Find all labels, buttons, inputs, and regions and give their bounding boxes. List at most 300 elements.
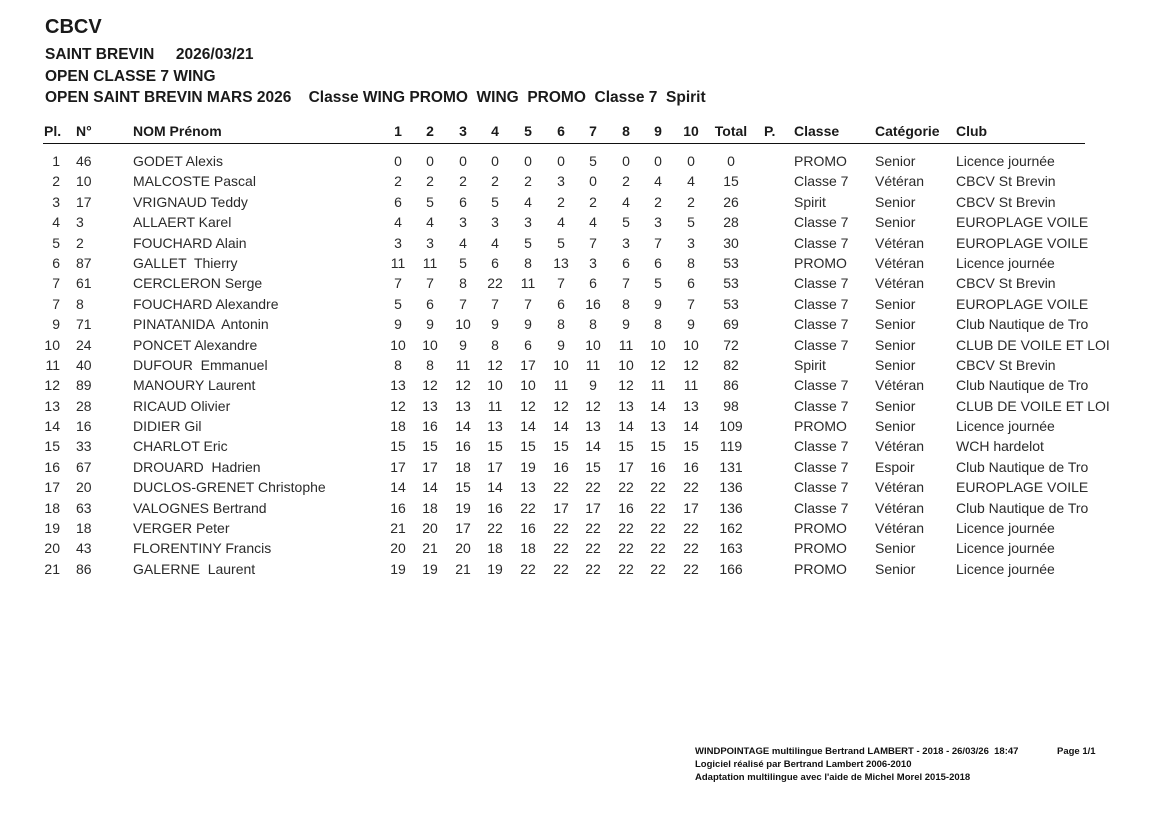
cell-race-1: 2 xyxy=(394,173,402,190)
cell-club: WCH hardelot xyxy=(956,438,1044,455)
footer-software: WINDPOINTAGE multilingue Bertrand LAMBERT - 2018 - 26/03/26 18:47 xyxy=(695,746,1019,757)
cell-category: Vétéran xyxy=(875,377,925,394)
cell-place: 4 xyxy=(52,214,60,231)
cell-number: 17 xyxy=(76,193,92,210)
cell-race-3: 14 xyxy=(455,418,471,435)
cell-race-10: 2 xyxy=(687,193,695,210)
cell-category: Vétéran xyxy=(875,520,925,537)
cell-race-1: 3 xyxy=(394,234,402,251)
cell-race-5: 6 xyxy=(524,336,532,353)
cell-total: 119 xyxy=(719,438,743,455)
cell-race-2: 13 xyxy=(422,397,438,414)
cell-race-10: 10 xyxy=(683,336,699,353)
cell-race-2: 2 xyxy=(426,173,434,190)
cell-race-9: 15 xyxy=(650,438,666,455)
cell-race-8: 14 xyxy=(618,418,634,435)
cell-club: CLUB DE VOILE ET LOI xyxy=(956,336,1110,353)
cell-race-2: 16 xyxy=(422,418,438,435)
cell-race-3: 21 xyxy=(455,560,471,577)
cell-race-10: 17 xyxy=(683,499,699,516)
cell-race-7: 6 xyxy=(589,275,597,292)
cell-race-6: 14 xyxy=(553,418,569,435)
cell-race-4: 14 xyxy=(487,479,503,496)
cell-race-6: 10 xyxy=(553,356,569,373)
cell-club: Licence journée xyxy=(956,520,1055,537)
cell-classe: Classe 7 xyxy=(794,234,849,251)
cell-race-8: 10 xyxy=(618,356,634,373)
cell-race-10: 0 xyxy=(687,153,695,169)
cell-number: 20 xyxy=(76,479,92,496)
cell-name: VERGER Peter xyxy=(133,520,230,537)
cell-race-4: 0 xyxy=(491,153,499,169)
cell-race-6: 9 xyxy=(557,336,565,353)
cell-race-6: 11 xyxy=(553,377,569,394)
cell-race-5: 8 xyxy=(524,254,532,271)
cell-race-3: 19 xyxy=(455,499,471,516)
cell-number: 2 xyxy=(76,234,84,251)
cell-race-4: 9 xyxy=(491,316,499,333)
cell-number: 61 xyxy=(76,275,92,292)
cell-name: MANOURY Laurent xyxy=(133,377,256,394)
cell-name: MALCOSTE Pascal xyxy=(133,173,256,190)
col-club: Club xyxy=(956,123,988,139)
cell-race-7: 22 xyxy=(585,520,601,537)
cell-classe: PROMO xyxy=(794,418,847,435)
cell-race-9: 13 xyxy=(650,418,666,435)
cell-race-7: 8 xyxy=(589,316,597,333)
cell-race-1: 14 xyxy=(390,479,406,496)
cell-club: Licence journée xyxy=(956,418,1055,435)
cell-race-6: 22 xyxy=(553,520,569,537)
cell-race-9: 7 xyxy=(654,234,662,251)
cell-race-7: 14 xyxy=(585,438,601,455)
cell-club: Licence journée xyxy=(956,153,1055,169)
cell-race-6: 22 xyxy=(553,479,569,496)
cell-number: 40 xyxy=(76,356,92,373)
cell-race-4: 16 xyxy=(487,499,503,516)
cell-club: CBCV St Brevin xyxy=(956,356,1056,373)
cell-classe: PROMO xyxy=(794,254,847,271)
col-number: N° xyxy=(76,123,92,139)
cell-place: 7 xyxy=(52,275,60,292)
cell-place: 12 xyxy=(44,377,60,394)
col-race-5: 5 xyxy=(524,123,532,139)
cell-race-10: 16 xyxy=(683,458,699,475)
cell-category: Senior xyxy=(875,193,916,210)
cell-category: Vétéran xyxy=(875,254,925,271)
col-race-1: 1 xyxy=(394,123,402,139)
cell-race-10: 13 xyxy=(683,397,699,414)
cell-race-2: 17 xyxy=(422,458,438,475)
cell-race-3: 3 xyxy=(459,214,467,231)
table-row xyxy=(0,294,1172,314)
cell-race-2: 21 xyxy=(422,540,438,557)
cell-club: EUROPLAGE VOILE xyxy=(956,479,1089,496)
cell-race-3: 16 xyxy=(455,438,471,455)
cell-race-5: 9 xyxy=(524,316,532,333)
cell-total: 53 xyxy=(723,295,739,312)
cell-club: CBCV St Brevin xyxy=(956,173,1056,190)
cell-category: Senior xyxy=(875,316,916,333)
page-number: Page 1/1 xyxy=(1057,746,1096,757)
cell-race-7: 22 xyxy=(585,540,601,557)
cell-place: 7 xyxy=(52,295,60,312)
cell-race-10: 5 xyxy=(687,214,695,231)
cell-race-3: 18 xyxy=(455,458,471,475)
cell-number: 89 xyxy=(76,377,92,394)
cell-race-2: 4 xyxy=(426,214,434,231)
cell-race-5: 11 xyxy=(520,275,536,292)
cell-classe: Classe 7 xyxy=(794,275,849,292)
cell-name: FOUCHARD Alain xyxy=(133,234,247,251)
cell-race-2: 5 xyxy=(426,193,434,210)
cell-race-9: 22 xyxy=(650,479,666,496)
cell-race-8: 7 xyxy=(622,275,630,292)
cell-race-9: 22 xyxy=(650,499,666,516)
cell-name: DUFOUR Emmanuel xyxy=(133,356,268,373)
col-race-9: 9 xyxy=(654,123,662,139)
cell-race-7: 22 xyxy=(585,479,601,496)
cell-race-1: 5 xyxy=(394,295,402,312)
cell-race-10: 7 xyxy=(687,295,695,312)
cell-name: VALOGNES Bertrand xyxy=(133,499,267,516)
table-row xyxy=(0,171,1172,191)
cell-race-8: 17 xyxy=(618,458,634,475)
cell-total: 98 xyxy=(723,397,739,414)
cell-name: DROUARD Hadrien xyxy=(133,458,261,475)
cell-race-2: 12 xyxy=(422,377,438,394)
table-row xyxy=(0,416,1172,436)
cell-classe: Spirit xyxy=(794,356,826,373)
cell-race-7: 16 xyxy=(585,295,601,312)
cell-category: Senior xyxy=(875,540,916,557)
cell-race-8: 3 xyxy=(622,234,630,251)
cell-race-9: 6 xyxy=(654,254,662,271)
cell-classe: PROMO xyxy=(794,153,847,169)
cell-race-2: 8 xyxy=(426,356,434,373)
cell-race-6: 22 xyxy=(553,560,569,577)
cell-race-6: 7 xyxy=(557,275,565,292)
col-race-6: 6 xyxy=(557,123,565,139)
cell-race-3: 10 xyxy=(455,316,471,333)
cell-race-3: 20 xyxy=(455,540,471,557)
cell-race-5: 14 xyxy=(520,418,536,435)
cell-race-4: 2 xyxy=(491,173,499,190)
table-row xyxy=(0,477,1172,497)
cell-race-3: 17 xyxy=(455,520,471,537)
cell-name: PINATANIDA Antonin xyxy=(133,316,269,333)
cell-race-8: 22 xyxy=(618,520,634,537)
cell-race-7: 15 xyxy=(585,458,601,475)
footer-credit-2: Adaptation multilingue avec l'aide de Michel Morel 2015-2018 xyxy=(695,772,971,783)
cell-race-10: 14 xyxy=(683,418,699,435)
cell-category: Vétéran xyxy=(875,499,925,516)
footer-credit-1: Logiciel réalisé par Bertrand Lambert 2006-2010 xyxy=(695,759,912,770)
classes-list: Classe WING PROMO WING PROMO Classe 7 Spirit xyxy=(308,89,706,106)
table-row xyxy=(0,375,1172,395)
cell-category: Senior xyxy=(875,356,916,373)
cell-race-9: 22 xyxy=(650,540,666,557)
cell-race-5: 0 xyxy=(524,153,532,169)
cell-race-5: 3 xyxy=(524,214,532,231)
cell-race-9: 10 xyxy=(650,336,666,353)
cell-race-3: 8 xyxy=(459,275,467,292)
cell-race-9: 4 xyxy=(654,173,662,190)
cell-name: FOUCHARD Alexandre xyxy=(133,295,279,312)
cell-race-10: 3 xyxy=(687,234,695,251)
table-row xyxy=(0,233,1172,253)
cell-number: 71 xyxy=(76,316,92,333)
cell-race-2: 20 xyxy=(422,520,438,537)
col-category: Catégorie xyxy=(875,123,940,139)
cell-total: 131 xyxy=(719,458,743,475)
cell-race-7: 17 xyxy=(585,499,601,516)
cell-race-5: 10 xyxy=(520,377,536,394)
cell-total: 162 xyxy=(719,520,743,537)
event-title: OPEN CLASSE 7 WING xyxy=(45,67,216,85)
cell-number: 8 xyxy=(76,295,84,312)
cell-race-10: 22 xyxy=(683,560,699,577)
cell-race-7: 9 xyxy=(589,377,597,394)
table-row xyxy=(0,192,1172,212)
cell-club: Licence journée xyxy=(956,560,1055,577)
cell-race-9: 16 xyxy=(650,458,666,475)
cell-race-3: 0 xyxy=(459,153,467,169)
table-row xyxy=(0,457,1172,477)
cell-classe: Classe 7 xyxy=(794,458,849,475)
table-row xyxy=(0,396,1172,416)
cell-club: Licence journée xyxy=(956,254,1055,271)
cell-race-1: 0 xyxy=(394,153,402,169)
cell-race-8: 22 xyxy=(618,540,634,557)
cell-place: 5 xyxy=(52,234,60,251)
cell-race-4: 12 xyxy=(487,356,503,373)
cell-race-8: 22 xyxy=(618,560,634,577)
cell-place: 1 xyxy=(52,153,60,169)
cell-name: FLORENTINY Francis xyxy=(133,540,272,557)
cell-number: 16 xyxy=(76,418,92,435)
cell-total: 15 xyxy=(723,173,739,190)
cell-classe: Classe 7 xyxy=(794,295,849,312)
cell-category: Senior xyxy=(875,295,916,312)
cell-race-2: 19 xyxy=(422,560,438,577)
cell-race-3: 13 xyxy=(455,397,471,414)
cell-number: 43 xyxy=(76,540,92,557)
cell-race-9: 0 xyxy=(654,153,662,169)
cell-club: CBCV St Brevin xyxy=(956,193,1056,210)
cell-place: 16 xyxy=(44,458,60,475)
cell-race-8: 0 xyxy=(622,153,630,169)
cell-place: 3 xyxy=(52,193,60,210)
table-row xyxy=(0,151,1172,171)
cell-place: 19 xyxy=(44,520,60,537)
cell-race-10: 6 xyxy=(687,275,695,292)
cell-race-1: 12 xyxy=(390,397,406,414)
cell-club: Club Nautique de Tro xyxy=(956,458,1089,475)
location: SAINT BREVIN xyxy=(45,46,155,63)
cell-club: Club Nautique de Tro xyxy=(956,377,1089,394)
regatta-line xyxy=(45,87,706,109)
cell-category: Vétéran xyxy=(875,275,925,292)
cell-name: GALLET Thierry xyxy=(133,254,238,271)
col-p: P. xyxy=(764,123,776,139)
cell-category: Vétéran xyxy=(875,479,925,496)
cell-race-6: 6 xyxy=(557,295,565,312)
cell-race-4: 10 xyxy=(487,377,503,394)
cell-race-1: 16 xyxy=(390,499,406,516)
col-classe: Classe xyxy=(794,123,840,139)
cell-name: PONCET Alexandre xyxy=(133,336,258,353)
cell-race-2: 10 xyxy=(422,336,438,353)
cell-race-7: 0 xyxy=(589,173,597,190)
cell-race-1: 11 xyxy=(390,254,406,271)
cell-race-4: 19 xyxy=(487,560,503,577)
cell-place: 20 xyxy=(44,540,60,557)
cell-race-4: 18 xyxy=(487,540,503,557)
table-row xyxy=(0,498,1172,518)
cell-club: EUROPLAGE VOILE xyxy=(956,295,1089,312)
table-row xyxy=(0,436,1172,456)
cell-race-8: 8 xyxy=(622,295,630,312)
cell-number: 24 xyxy=(76,336,92,353)
cell-category: Senior xyxy=(875,214,916,231)
cell-category: Vétéran xyxy=(875,173,925,190)
cell-classe: Classe 7 xyxy=(794,214,849,231)
cell-place: 2 xyxy=(52,173,60,190)
cell-race-1: 15 xyxy=(390,438,406,455)
cell-name: DUCLOS-GRENET Christophe xyxy=(133,479,326,496)
table-row xyxy=(0,212,1172,232)
cell-name: VRIGNAUD Teddy xyxy=(133,193,248,210)
cell-race-7: 22 xyxy=(585,560,601,577)
cell-race-4: 22 xyxy=(487,275,503,292)
cell-race-6: 3 xyxy=(557,173,565,190)
cell-club: EUROPLAGE VOILE xyxy=(956,214,1089,231)
cell-race-3: 9 xyxy=(459,336,467,353)
location-date-line xyxy=(45,44,706,66)
cell-category: Espoir xyxy=(875,458,915,475)
cell-club: Licence journée xyxy=(956,540,1055,557)
header-divider xyxy=(43,143,1085,144)
cell-race-3: 2 xyxy=(459,173,467,190)
cell-race-5: 2 xyxy=(524,173,532,190)
cell-club: Club Nautique de Tro xyxy=(956,499,1089,516)
cell-classe: Classe 7 xyxy=(794,336,849,353)
cell-race-6: 13 xyxy=(553,254,569,271)
cell-race-1: 9 xyxy=(394,316,402,333)
cell-classe: PROMO xyxy=(794,560,847,577)
cell-race-4: 15 xyxy=(487,438,503,455)
cell-classe: Classe 7 xyxy=(794,397,849,414)
cell-category: Vétéran xyxy=(875,234,925,251)
cell-race-10: 12 xyxy=(683,356,699,373)
cell-race-1: 8 xyxy=(394,356,402,373)
cell-race-7: 12 xyxy=(585,397,601,414)
cell-race-9: 2 xyxy=(654,193,662,210)
cell-race-2: 14 xyxy=(422,479,438,496)
cell-total: 26 xyxy=(723,193,739,210)
footer xyxy=(695,745,1018,784)
cell-race-1: 17 xyxy=(390,458,406,475)
cell-total: 136 xyxy=(719,499,743,516)
cell-total: 28 xyxy=(723,214,739,231)
col-race-7: 7 xyxy=(589,123,597,139)
cell-race-9: 11 xyxy=(650,377,666,394)
cell-race-1: 21 xyxy=(390,520,406,537)
cell-club: EUROPLAGE VOILE xyxy=(956,234,1089,251)
cell-classe: PROMO xyxy=(794,520,847,537)
cell-race-2: 9 xyxy=(426,316,434,333)
cell-number: 86 xyxy=(76,560,92,577)
table-row xyxy=(0,335,1172,355)
table-row xyxy=(0,355,1172,375)
cell-race-6: 16 xyxy=(553,458,569,475)
cell-race-4: 13 xyxy=(487,418,503,435)
cell-category: Vétéran xyxy=(875,438,925,455)
cell-category: Senior xyxy=(875,336,916,353)
cell-race-8: 22 xyxy=(618,479,634,496)
cell-category: Senior xyxy=(875,560,916,577)
cell-race-6: 12 xyxy=(553,397,569,414)
cell-race-5: 7 xyxy=(524,295,532,312)
cell-race-7: 5 xyxy=(589,153,597,169)
cell-number: 3 xyxy=(76,214,84,231)
cell-race-3: 15 xyxy=(455,479,471,496)
cell-classe: Spirit xyxy=(794,193,826,210)
cell-race-5: 18 xyxy=(520,540,536,557)
cell-place: 17 xyxy=(44,479,60,496)
cell-total: 53 xyxy=(723,275,739,292)
cell-race-3: 11 xyxy=(455,356,471,373)
cell-number: 33 xyxy=(76,438,92,455)
cell-race-7: 13 xyxy=(585,418,601,435)
cell-place: 13 xyxy=(44,397,60,414)
cell-race-5: 12 xyxy=(520,397,536,414)
cell-race-3: 5 xyxy=(459,254,467,271)
cell-name: GODET Alexis xyxy=(133,153,223,169)
regatta-name: OPEN SAINT BREVIN MARS 2026 xyxy=(45,89,292,106)
cell-race-7: 11 xyxy=(585,356,601,373)
cell-race-4: 11 xyxy=(487,397,503,414)
cell-classe: Classe 7 xyxy=(794,479,849,496)
cell-race-3: 12 xyxy=(455,377,471,394)
table-row xyxy=(0,538,1172,558)
cell-race-8: 2 xyxy=(622,173,630,190)
cell-race-4: 7 xyxy=(491,295,499,312)
cell-race-9: 8 xyxy=(654,316,662,333)
cell-place: 14 xyxy=(44,418,60,435)
cell-race-6: 8 xyxy=(557,316,565,333)
cell-name: ALLAERT Karel xyxy=(133,214,232,231)
cell-total: 30 xyxy=(723,234,739,251)
cell-race-10: 22 xyxy=(683,479,699,496)
cell-race-6: 15 xyxy=(553,438,569,455)
cell-total: 86 xyxy=(723,377,739,394)
cell-race-1: 10 xyxy=(390,336,406,353)
cell-race-1: 18 xyxy=(390,418,406,435)
results-table-body xyxy=(0,151,1172,579)
cell-race-10: 4 xyxy=(687,173,695,190)
cell-category: Senior xyxy=(875,418,916,435)
cell-race-3: 4 xyxy=(459,234,467,251)
cell-number: 87 xyxy=(76,254,92,271)
cell-name: RICAUD Olivier xyxy=(133,397,231,414)
cell-club: Club Nautique de Tro xyxy=(956,316,1089,333)
cell-race-5: 22 xyxy=(520,499,536,516)
cell-race-8: 6 xyxy=(622,254,630,271)
cell-name: DIDIER Gil xyxy=(133,418,202,435)
cell-total: 136 xyxy=(719,479,743,496)
